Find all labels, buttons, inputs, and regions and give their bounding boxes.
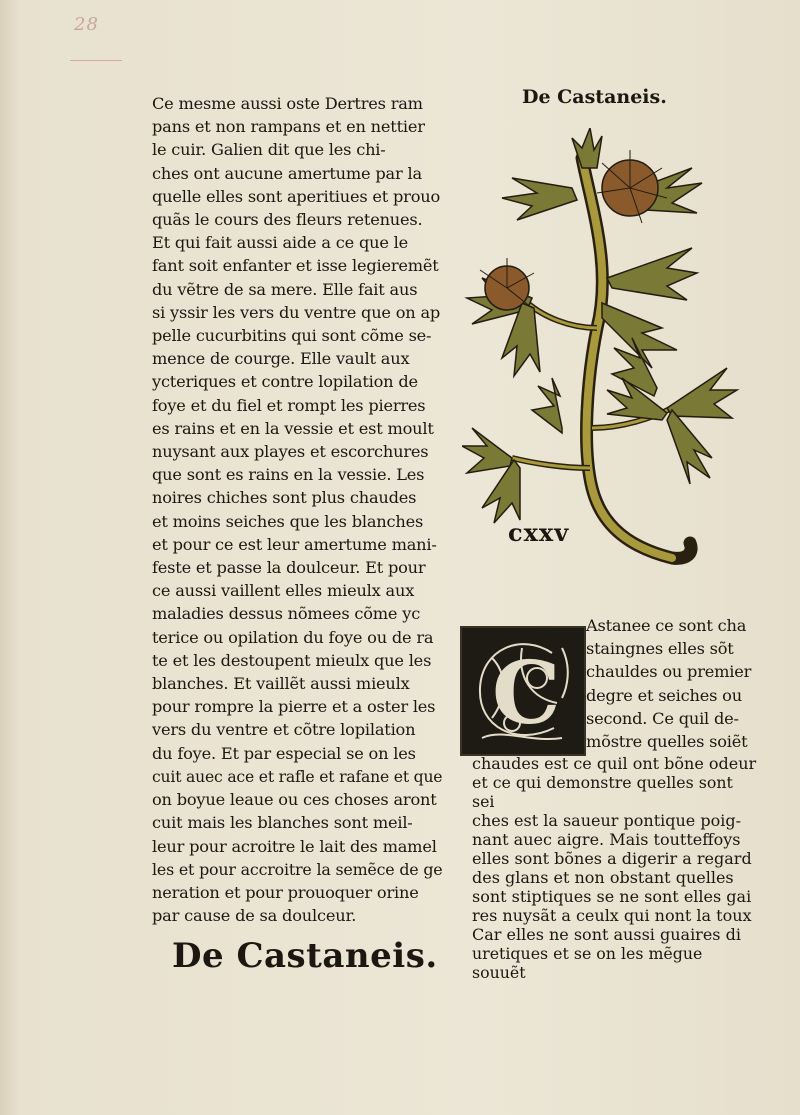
section-heading-bottom: De Castaneis. [172, 936, 438, 976]
text-line: Car elles ne sont aussi guaires di [472, 925, 741, 944]
text-line: pelle cucurbitins qui sont cõme se- [152, 326, 432, 346]
text-line: uretiques et se on les mẽgue souuẽt [472, 944, 703, 982]
text-line: ches est la saueur pontique poig- [472, 811, 741, 830]
text-line: blanches. Et vaillẽt aussi mieulx [152, 674, 410, 694]
text-line: on boyue leaue ou ces choses aront [152, 790, 437, 810]
text-line: mence de courge. Elle vault aux [152, 349, 410, 369]
text-line: ches ont aucune amertume par la [152, 163, 422, 183]
text-line: staingnes elles sõt [586, 639, 734, 659]
text-line: terice ou opilation du foye ou de ra [152, 627, 434, 647]
text-line: pans et non rampans et en nettier [152, 117, 425, 137]
text-line: second. Ce quil de- [586, 708, 739, 728]
text-line: par cause de sa doulceur. [152, 906, 357, 926]
initial-letter: C [492, 643, 561, 744]
text-line: neration et pour prouoquer orine [152, 882, 419, 902]
text-line: et ce qui demonstre quelles sont sei [472, 773, 733, 811]
text-line: quelle elles sont aperitiues et prouo [152, 186, 441, 206]
text-line: du foye. Et par especial se on les [152, 743, 416, 763]
right-column-text [472, 754, 762, 982]
text-line: des glans et non obstant quelles [472, 868, 734, 887]
text-line: chauldes ou premier [586, 662, 752, 682]
text-line: et pour ce est leur amertume mani- [152, 534, 437, 554]
text-line: fant soit enfanter et isse legieremẽt [152, 256, 439, 276]
bleed-through-text [200, 992, 204, 1007]
section-heading-top: De Castaneis. [522, 86, 667, 108]
plate-number: cxxv [508, 518, 570, 547]
text-line: et moins seiches que les blanches [152, 511, 424, 531]
text-line: leur pour acroitre le lait des mamel [152, 836, 437, 856]
folio-number: 28 [74, 14, 99, 35]
text-line: cuit auec ace et rafle et rafane et que [152, 766, 443, 786]
text-line: Ce mesme aussi oste Dertres ram [152, 94, 423, 113]
decorated-initial [460, 626, 586, 756]
text-line: es rains et en la vessie et est moult [152, 418, 434, 438]
text-line: Et qui fait aussi aide a ce que le [152, 233, 409, 253]
text-line: pour rompre la pierre et a oster les [152, 697, 436, 717]
text-line: ce aussi vaillent elles mieulx aux [152, 581, 415, 601]
text-line: maladies dessus nõmees cõme yc [152, 604, 421, 624]
text-line: noires chiches sont plus chaudes [152, 488, 417, 508]
text-line: mõstre quelles soiẽt [586, 732, 748, 752]
text-line: si yssir les vers du ventre que on ap [152, 302, 441, 322]
text-line: le cuir. Galien dit que les chi- [152, 140, 386, 160]
text-line: Astanee ce sont cha [586, 616, 747, 635]
text-line: res nuysãt a ceulx qui nont la toux [472, 906, 752, 925]
text-line: nant auec aigre. Mais toutteffoys [472, 830, 741, 849]
text-line: nuysant aux playes et escorchures [152, 442, 429, 462]
text-line: elles sont bõnes a digerir a regard [472, 849, 752, 868]
text-line: te et les destoupent mieulx que les [152, 650, 432, 670]
text-line: chaudes est ce quil ont bõne odeur [472, 754, 757, 773]
chestnut-plant-woodcut [462, 128, 742, 580]
folio-rule [70, 60, 122, 61]
text-line: quãs le cours des fleurs retenues. [152, 210, 423, 230]
text-line: du vẽtre de sa mere. Elle fait aus [152, 279, 418, 299]
text-line: feste et passe la doulceur. Et pour [152, 558, 426, 578]
text-line: ycteriques et contre lopilation de [152, 372, 418, 392]
text-line: foye et du fiel et rompt les pierres [152, 395, 426, 415]
text-line: sont stiptiques se ne sont elles gai [472, 887, 752, 906]
text-line: cuit mais les blanches sont meil- [152, 813, 413, 833]
left-column-text [152, 92, 444, 927]
text-line: vers du ventre et cõtre lopilation [152, 720, 416, 740]
text-line: degre et seiches ou [586, 685, 742, 705]
text-line: les et pour accroitre la semẽce de ge [152, 859, 443, 879]
right-column-text-beside-initial [586, 614, 756, 753]
text-line: que sont es rains en la vessie. Les [152, 465, 425, 485]
